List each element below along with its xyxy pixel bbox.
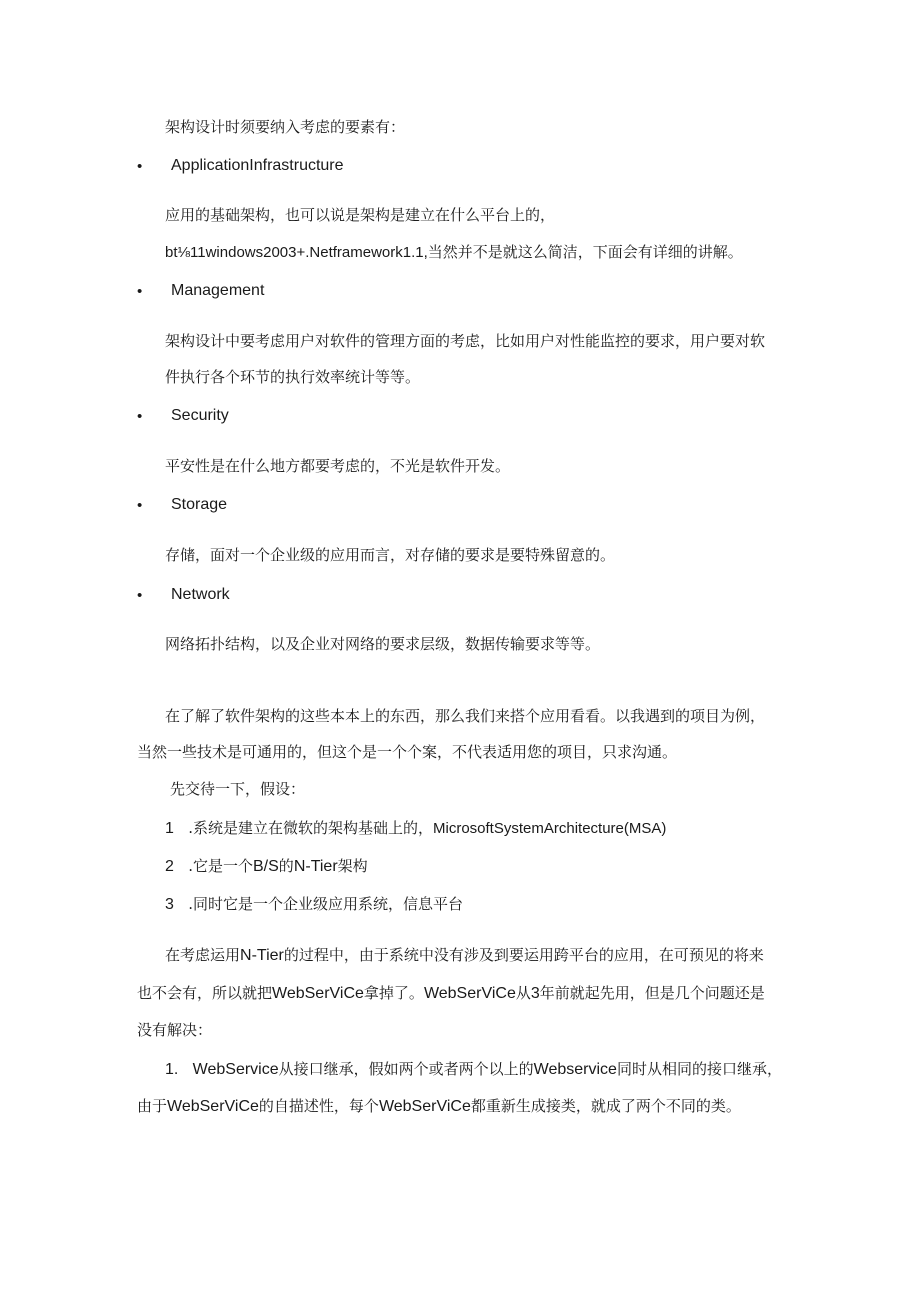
paragraph-line [165,945,764,966]
section-body: 应用的基础架构，也可以说是架构是建立在什么平台上的， [165,206,556,224]
list-text: .系统是建立在微软的架构基础上的， [188,819,433,837]
paragraph-line: 当然一些技术是可通用的，但这个是一个个案，不代表适用您的项目，只求沟通。 [137,743,678,761]
term: WebSerViCe [167,1098,259,1115]
section-body: 存储，面对一个企业级的应用而言，对存储的要求是要特殊留意的。 [165,546,616,564]
text: 的自描述性，每个 [258,1097,379,1115]
list-term: N-Tier [293,858,338,875]
list-item-1 [165,818,666,839]
section-body-extra [165,242,743,263]
section-body: 网络拓扑结构，以及企业对网络的要求层级，数据传输要求等等。 [165,635,601,653]
text: 从 [515,984,531,1002]
text: 从接口继承，假如两个或者两个以上的 [278,1060,534,1078]
paragraph-line [137,983,765,1004]
bullet: • [137,587,143,604]
intro-text: 架构设计时须要纳入考虑的要素有： [165,118,406,136]
platform-spec: bt⅛11windows2003+.Netframework1.1, [165,244,428,261]
section-title-application: ApplicationInfrastructure [171,157,344,174]
text: 也不会有，所以就把 [137,984,273,1002]
paragraph-line: 没有解决： [137,1021,213,1039]
term: 3 [530,985,540,1002]
list-term: B/S [253,858,279,875]
issue-number: 1. [165,1061,179,1078]
text: 同时从相同的接口继承， [616,1060,782,1078]
list-term: MicrosoftSystemArchitecture(MSA) [433,820,667,837]
text: 由于 [137,1097,168,1115]
section-title-network: Network [171,586,230,603]
section-title-management: Management [171,282,265,299]
section-title-security: Security [171,407,229,424]
term: WebSerViCe [423,985,516,1002]
list-number: 1 [165,820,174,837]
section-body: 件执行各个环节的执行效率统计等等。 [165,368,421,386]
text: 都重新生成接类，就成了两个不同的类。 [470,1097,741,1115]
assumption-intro: 先交待一下，假设： [170,780,306,798]
issue-line [137,1096,741,1117]
section-body-text: 当然并不是就这么简洁，下面会有详细的讲解。 [427,243,743,261]
bullet: • [137,158,143,175]
list-number: 2 [165,858,174,875]
section-title-storage: Storage [171,496,228,513]
term: WebSerViCe [378,1098,471,1115]
text: 在考虑运用 [165,946,241,964]
list-text: .它是一个 [188,857,253,875]
term: Webservice [533,1061,617,1078]
list-number: 3 [165,896,174,913]
list-item-3 [165,894,463,915]
text: 的过程中，由于系统中没有涉及到要运用跨平台的应用，在可预见的将来 [283,946,764,964]
paragraph-line: 在了解了软件架构的这些本本上的东西，那么我们来搭个应用看看。以我遇到的项目为例， [165,707,766,725]
list-text: 的 [278,857,294,875]
list-text: .同时它是一个企业级应用系统，信息平台 [188,895,463,913]
list-text: 架构 [337,857,368,875]
text: 拿掉了。 [363,984,424,1002]
bullet: • [137,408,143,425]
bullet: • [137,497,143,514]
section-body: 平安性是在什么地方都要考虑的，不光是软件开发。 [165,457,511,475]
bullet: • [137,283,143,300]
term: WebSerViCe [272,985,364,1002]
section-body: 架构设计中要考虑用户对软件的管理方面的考虑，比如用户对性能监控的要求，用户要对软 [165,332,766,350]
issue-line [165,1059,782,1080]
text: 年前就起先用，但是几个问题还是 [539,984,765,1002]
list-item-2 [165,856,368,877]
term: WebService [192,1061,279,1078]
term: N-Tier [240,947,284,964]
